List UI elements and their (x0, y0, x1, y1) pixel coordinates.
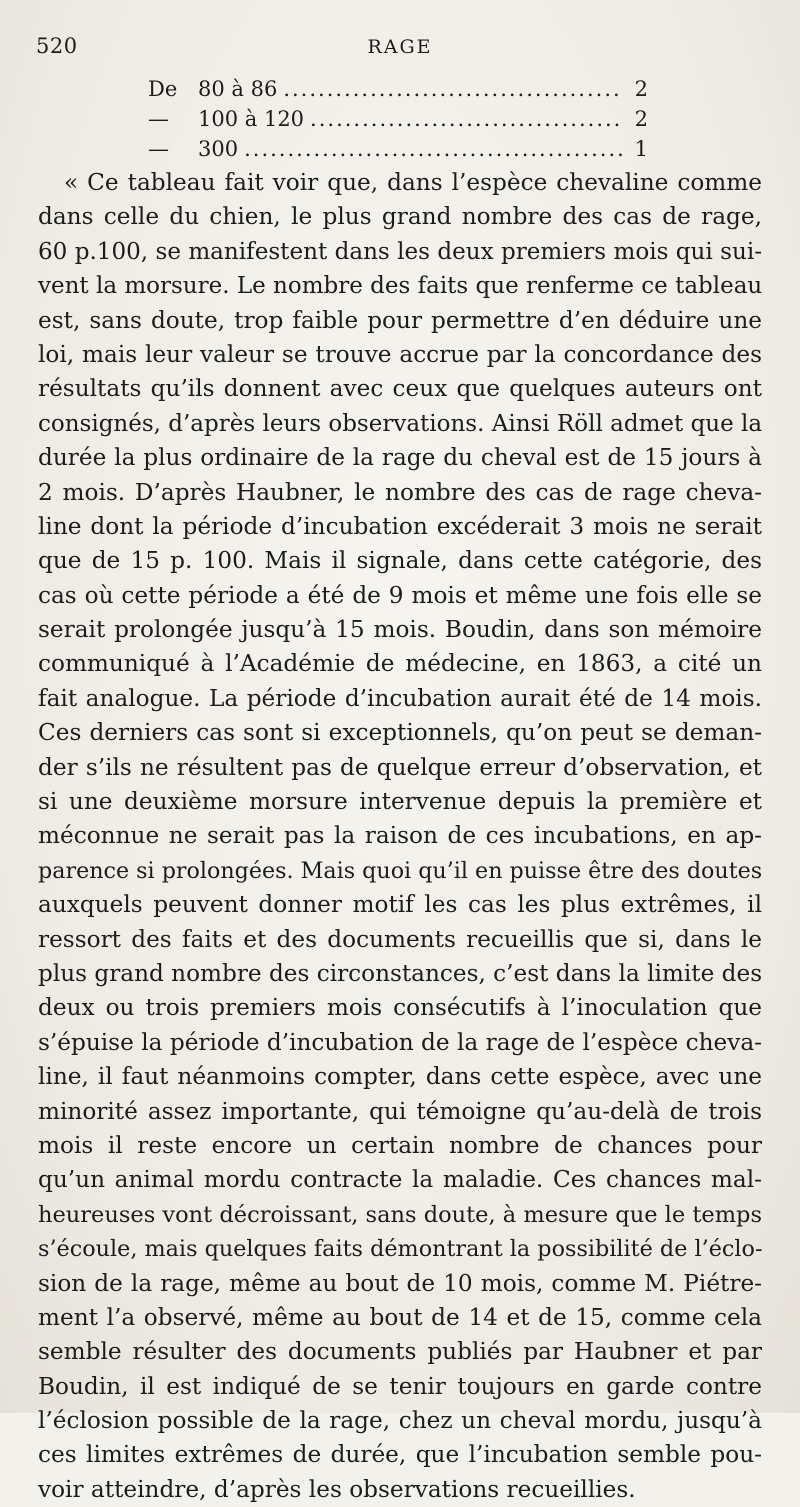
table-row-prefix: — (148, 107, 169, 131)
table-row-count: 1 (634, 137, 648, 161)
table-row-count: 2 (634, 77, 648, 101)
text-line: « Ce tableau fait voir que, dans l’espèce chevaline comme (64, 169, 762, 196)
dot-leader (310, 104, 622, 134)
table-row-count: 2 (634, 107, 648, 131)
text-line: line, il faut néanmoins compter, dans cette espèce, avec une (38, 1063, 762, 1091)
table-row-range: 300 (198, 137, 239, 161)
text-line: Boudin, il est indiqué de se tenir toujours en garde contre (38, 1372, 762, 1400)
text-line: minorité assez importante, qui témoigne qu’au-delà de trois (38, 1097, 762, 1125)
running-head: RAGE (367, 36, 433, 58)
table-row-range: 100 à 120 (198, 107, 305, 131)
text-line: sion de la rage, même au bout de 10 mois, comme M. Piétre- (38, 1269, 762, 1297)
text-line: plus grand nombre des circonstances, c’est dans la limite des (38, 960, 763, 987)
text-line: s’écoule, mais quelques faits démontrant la possibilité de l’éclo- (38, 1236, 763, 1263)
text-line: communiqué à l’Académie de médecine, en 1863, a cité un (38, 650, 762, 678)
text-line: heureuses vont décroissant, sans doute, à mesure que le temps (38, 1201, 762, 1228)
text-line: auxquels peuvent donner motif les cas les plus extrêmes, il (38, 891, 762, 919)
incubation-table (148, 74, 648, 164)
table-row-prefix: De (148, 77, 178, 101)
table-row-prefix: — (148, 137, 169, 161)
text-line: dans celle du chien, le plus grand nombre des cas de rage, (38, 203, 762, 231)
text-line: ressort des faits et des documents recueillis que si, dans le (38, 925, 762, 953)
page-number: 520 (36, 34, 78, 58)
text-line: méconnue ne serait pas la raison de ces incubations, en ap- (38, 822, 762, 850)
text-line: que de 15 p. 100. Mais il signale, dans cette catégorie, des (38, 547, 762, 575)
text-line: loi, mais leur valeur se trouve accrue par la concordance des (38, 340, 762, 368)
text-line: semble résulter des documents publiés par Haubner et par (38, 1338, 762, 1366)
text-line: consignés, d’après leurs observations. Ainsi Röll admet que la (38, 410, 763, 437)
text-line: voir atteindre, d’après les observations recueillies. (38, 1475, 636, 1503)
text-line: durée la plus ordinaire de la rage du cheval est de 15 jours à (38, 444, 762, 472)
table-row (148, 134, 648, 164)
page-header (36, 34, 764, 64)
text-line: 2 mois. D’après Haubner, le nombre des cas de rage cheva- (38, 478, 762, 506)
table-row-range: 80 à 86 (198, 77, 278, 101)
text-line: Ces derniers cas sont si exceptionnels, qu’on peut se deman- (38, 719, 762, 747)
text-line: line dont la période d’incubation excéderait 3 mois ne serait (38, 512, 762, 540)
text-line: qu’un animal mordu contracte la maladie. Ces chances mal- (38, 1166, 762, 1194)
text-line: der s’ils ne résultent pas de quelque erreur d’observation, et (38, 753, 762, 781)
text-line: ces limites extrêmes de durée, que l’incubation semble pou- (38, 1441, 762, 1469)
text-line: serait prolongée jusqu’à 15 mois. Boudin, dans son mémoire (38, 616, 762, 644)
dot-leader (283, 74, 622, 104)
text-line: vent la morsure. Le nombre des faits que renferme ce tableau (38, 273, 763, 300)
text-line: si une deuxième morsure intervenue depuis la première et (38, 788, 762, 816)
text-line: s’épuise la période d’incubation de la rage de l’espèce cheva- (38, 1028, 762, 1056)
table-row (148, 104, 648, 134)
dot-leader (244, 134, 622, 164)
text-line: est, sans doute, trop faible pour permettre d’en déduire une (38, 306, 762, 334)
text-line: deux ou trois premiers mois consécutifs à l’inoculation que (38, 994, 762, 1022)
table-row (148, 74, 648, 104)
text-line: parence si prolongées. Mais quoi qu’il en puisse être des doutes (38, 857, 763, 884)
text-line: fait analogue. La période d’incubation aurait été de 14 mois. (38, 684, 762, 712)
body-paragraph (38, 166, 762, 1507)
text-line: résultats qu’ils donnent avec ceux que quelques auteurs ont (38, 375, 762, 403)
text-line: cas où cette période a été de 9 mois et même une fois elle se (38, 581, 762, 609)
text-line: mois il reste encore un certain nombre de chances pour (38, 1131, 762, 1159)
text-line: 60 p.100, se manifestent dans les deux premiers mois qui sui- (38, 238, 762, 265)
text-line: l’éclosion possible de la rage, chez un cheval mordu, jusqu’à (38, 1407, 762, 1435)
text-line: ment l’a observé, même au bout de 14 et de 15, comme cela (38, 1303, 762, 1331)
